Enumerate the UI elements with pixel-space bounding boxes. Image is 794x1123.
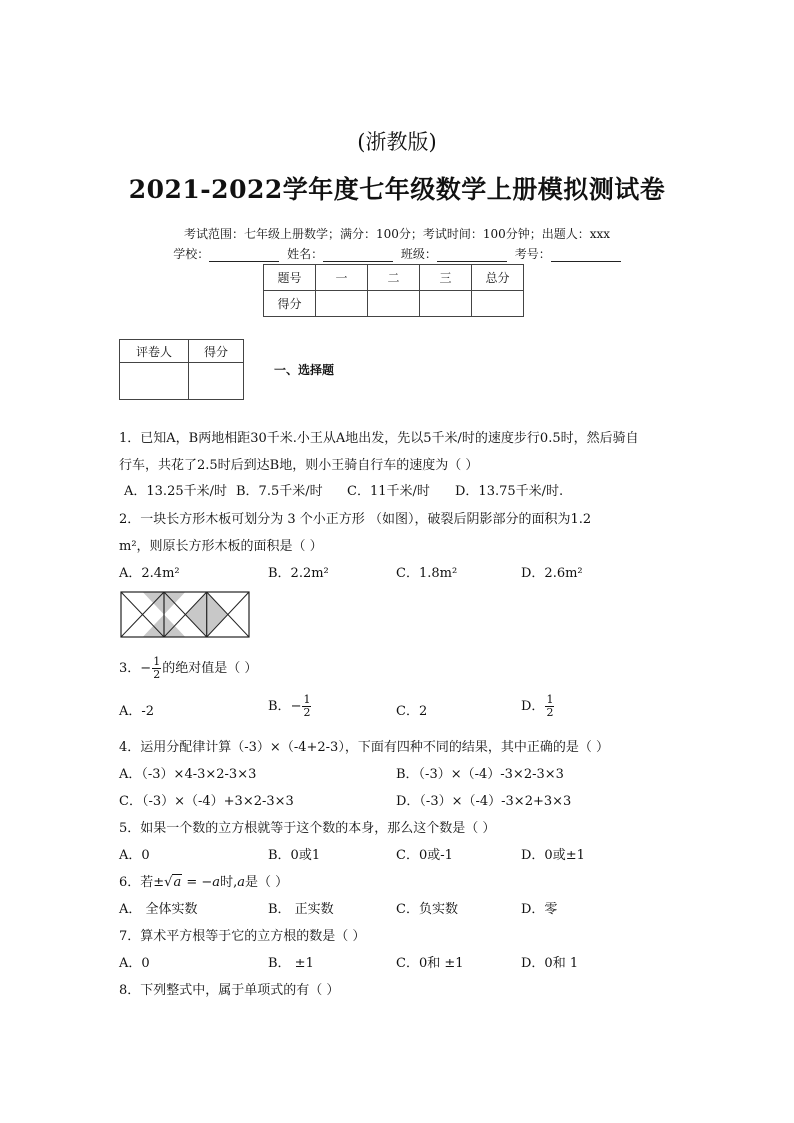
question-6-option-c[interactable]: C．负实数 [396,902,458,917]
question-6-option-b[interactable]: B． 正实数 [268,902,334,917]
question-2-option-d[interactable]: D．2.6m² [521,566,583,581]
score-cell: 得分 [264,291,316,317]
question-3-option-a[interactable]: A．-2 [119,704,155,719]
field-number-blank[interactable] [551,249,621,262]
q6-var2: a [237,875,245,890]
field-number-label: 考号： [514,247,551,261]
q6-var: a [212,875,221,890]
field-class-blank[interactable] [437,249,507,262]
question-4-option-d[interactable]: D．（-3）×（-4）-3×2+3×3 [396,794,572,809]
exam-info: 考试范围：七年级上册数学；满分：100分；考试时间：100分钟；出题人：xxx [183,227,611,241]
score-table-value-row [264,291,524,317]
question-3-stem [119,656,257,681]
question-4-stem: 4．运用分配律计算（-3）×（-4+2-3），下面有四种不同的结果，其中正确的是（ ） [119,740,609,755]
q3-prefix: 3． [119,661,141,676]
question-5-option-a[interactable]: A．0 [119,848,150,863]
q6-prefix: 6．若± [119,875,165,890]
score-cell: 题号 [264,265,316,291]
question-5-option-c[interactable]: C．0或-1 [396,848,453,863]
field-school-blank[interactable] [209,249,279,262]
field-name-label: 姓名： [287,247,324,261]
question-1-line2: 行车，共花了2.5时后到达B地，则小王骑自行车的速度为（ ） [119,458,479,473]
question-1-option-a[interactable]: A．13.25千米/时 [124,484,227,499]
question-1-option-b[interactable]: B．7.5千米/时 [236,484,323,499]
question-5-option-d[interactable]: D．0或±1 [521,848,585,863]
q3-d-fraction [545,694,554,719]
score-cell[interactable] [472,291,524,317]
score-table-header-row [264,265,524,291]
question-6-stem [119,871,288,890]
q3-suffix: 的绝对值是（ ） [162,661,258,676]
question-2-option-c[interactable]: C．1.8m² [396,566,458,581]
q3-b-fraction [302,694,311,719]
field-school-label: 学校： [173,247,210,261]
score-cell[interactable] [420,291,472,317]
score-cell: 一 [316,265,368,291]
score-cell[interactable] [368,291,420,317]
q3-d-num: 1 [546,693,554,706]
question-7-option-b[interactable]: B． ±1 [268,956,314,971]
question-2-option-a[interactable]: A．2.4m² [119,566,180,581]
q3-b-den: 2 [303,706,311,719]
q3-den: 2 [153,668,161,681]
score-table [263,264,524,317]
q3-num: 1 [153,655,161,668]
score-cell: 二 [368,265,420,291]
question-1-option-c[interactable]: C．11千米/时 [347,484,430,499]
grader-score-cell[interactable] [189,363,244,400]
question-7-stem: 7．算术平方根等于它的立方根的数是（ ） [119,929,366,944]
score-cell: 三 [420,265,472,291]
q3-d-prefix: D． [521,699,545,714]
question-3-option-d[interactable] [521,694,555,719]
shaded-triangle [185,592,206,637]
question-5-stem: 5．如果一个数的立方根就等于这个数的本身，那么这个数是（ ） [119,821,496,836]
q6-suffix-a: 时, [220,875,238,890]
question-5-option-b[interactable]: B．0或1 [268,848,321,863]
field-name-blank[interactable] [323,249,393,262]
question-4-option-c[interactable]: C．（-3）×（-4）+3×2-3×3 [119,794,294,809]
page-title: 2021-2022学年度七年级数学上册模拟测试卷 [128,175,666,204]
question-2-option-b[interactable]: B．2.2m² [268,566,329,581]
question-1-line1: 1．已知A，B两地相距30千米.小王从A地出发，先以5千米/时的速度步行0.5时，然后骑自 [119,431,639,446]
field-class-label: 班级： [400,247,437,261]
q3-b-num: 1 [303,693,311,706]
question-3-option-b[interactable] [268,694,312,719]
q3-d-den: 2 [546,706,554,719]
score-cell[interactable] [316,291,368,317]
question-2-line2: m²，则原长方形木板的面积是（ ） [119,539,323,554]
question-7-option-c[interactable]: C．0和 ±1 [396,956,464,971]
grader-score-label: 得分 [189,340,244,363]
q6-middle: = − [182,875,213,890]
question-3-option-c[interactable]: C．2 [396,704,428,719]
q3-fraction [152,656,161,681]
q6-suffix-b: 是（ ） [244,875,289,890]
question-1-option-d[interactable]: D．13.75千米/时. [455,484,564,499]
question-2-line1: 2．一块长方形木板可划分为 3 个小正方形 （如图），破裂后阴影部分的面积为1.2 [119,512,592,527]
grader-label: 评卷人 [120,340,189,363]
question-7-option-a[interactable]: A．0 [119,956,150,971]
question-6-option-d[interactable]: D．零 [521,902,558,917]
grader-table [119,339,244,400]
sqrt-icon: √ [164,875,173,890]
q3-neg-sign: − [140,661,152,676]
q3-b-prefix: B． [268,699,291,714]
q3-b-neg: − [290,699,302,714]
edition-label: (浙教版) [357,130,437,154]
q6-radicand: a [173,875,182,890]
question-8-stem: 8．下列整式中，属于单项式的有（ ） [119,983,340,998]
score-cell: 总分 [472,265,524,291]
question-7-option-d[interactable]: D．0和 1 [521,956,579,971]
grader-name-cell[interactable] [120,363,189,400]
rectangle-board-figure [120,591,252,639]
question-6-option-a[interactable]: A． 全体实数 [119,902,198,917]
question-4-option-b[interactable]: B．（-3）×（-4）-3×2-3×3 [396,767,564,782]
student-fields [0,245,794,262]
question-4-option-a[interactable]: A．（-3）×4-3×2-3×3 [119,767,257,782]
shaded-triangle [207,592,228,637]
section-title: 一、选择题 [274,363,335,377]
